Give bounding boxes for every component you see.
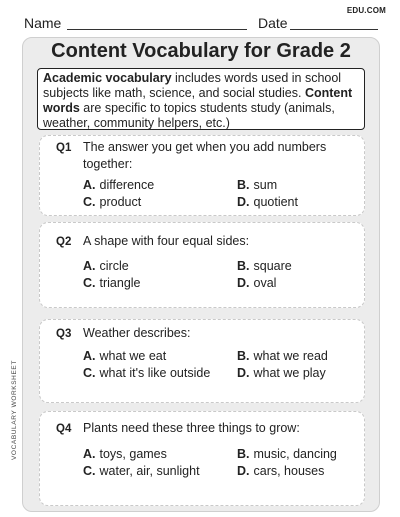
option-c[interactable] bbox=[83, 276, 141, 290]
option-letter: C. bbox=[83, 276, 96, 290]
option-letter: C. bbox=[83, 195, 96, 209]
option-letter: A. bbox=[83, 349, 96, 363]
option-text: music, dancing bbox=[253, 447, 337, 461]
option-letter: A. bbox=[83, 447, 96, 461]
edu-logo: EDU.COM bbox=[346, 6, 386, 15]
question-card-1 bbox=[39, 135, 365, 216]
option-a[interactable] bbox=[83, 447, 167, 461]
option-d[interactable] bbox=[237, 276, 276, 290]
option-d[interactable] bbox=[237, 195, 298, 209]
option-letter: A. bbox=[83, 259, 96, 273]
intro-text-2: are specific to topics students study (animals, weather, community helpers, etc.) bbox=[43, 101, 335, 130]
option-c[interactable] bbox=[83, 366, 210, 380]
option-c[interactable] bbox=[83, 195, 141, 209]
option-text: sum bbox=[253, 178, 278, 192]
option-letter: D. bbox=[237, 195, 250, 209]
question-number: Q3 bbox=[56, 328, 72, 340]
option-text: what we eat bbox=[99, 349, 167, 363]
question-text: A shape with four equal sides: bbox=[83, 234, 250, 248]
option-text: toys, games bbox=[99, 447, 167, 461]
intro-term-content: Content words bbox=[43, 86, 353, 115]
option-letter: C. bbox=[83, 464, 96, 478]
option-b[interactable] bbox=[237, 447, 337, 461]
question-number: Q2 bbox=[56, 236, 72, 248]
intro-term-academic: Academic vocabulary bbox=[43, 71, 172, 85]
question-text: Weather describes: bbox=[83, 326, 191, 340]
page-title: Content Vocabulary for Grade 2 bbox=[51, 40, 351, 62]
intro-text bbox=[43, 71, 361, 131]
option-b[interactable] bbox=[237, 259, 292, 273]
option-text: quotient bbox=[253, 195, 298, 209]
option-text: product bbox=[99, 195, 142, 209]
option-text: square bbox=[253, 259, 292, 273]
name-line bbox=[67, 29, 247, 30]
option-d[interactable] bbox=[237, 366, 326, 380]
option-letter: B. bbox=[237, 349, 250, 363]
question-number: Q4 bbox=[56, 423, 72, 435]
option-letter: A. bbox=[83, 178, 96, 192]
side-label: VOCABULARY WORKSHEET bbox=[11, 360, 18, 460]
option-letter: B. bbox=[237, 178, 250, 192]
name-label: Name bbox=[24, 15, 62, 31]
option-text: water, air, sunlight bbox=[99, 464, 200, 478]
question-text: The answer you get when you add numbers together: bbox=[83, 140, 327, 171]
option-text: difference bbox=[99, 178, 155, 192]
option-text: what we play bbox=[253, 366, 326, 380]
option-a[interactable] bbox=[83, 178, 154, 192]
option-a[interactable] bbox=[83, 349, 166, 363]
option-letter: C. bbox=[83, 366, 96, 380]
question-card-4 bbox=[39, 411, 365, 506]
option-letter: B. bbox=[237, 259, 250, 273]
intro-box bbox=[37, 68, 365, 130]
question-text: Plants need these three things to grow: bbox=[83, 421, 300, 435]
option-b[interactable] bbox=[237, 178, 277, 192]
worksheet-header bbox=[0, 0, 400, 34]
question-card-3 bbox=[39, 319, 365, 403]
option-text: triangle bbox=[99, 276, 141, 290]
option-letter: B. bbox=[237, 447, 250, 461]
worksheet-panel bbox=[22, 37, 380, 512]
option-a[interactable] bbox=[83, 259, 129, 273]
option-letter: D. bbox=[237, 464, 250, 478]
option-text: cars, houses bbox=[253, 464, 325, 478]
option-b[interactable] bbox=[237, 349, 328, 363]
question-card-2 bbox=[39, 222, 365, 308]
option-text: circle bbox=[99, 259, 129, 273]
date-label: Date bbox=[258, 15, 288, 31]
intro-text-1: includes words used in school subjects like math, science, and social studies. bbox=[43, 71, 342, 100]
option-letter: D. bbox=[237, 276, 250, 290]
option-text: oval bbox=[253, 276, 277, 290]
date-line bbox=[290, 29, 378, 30]
option-d[interactable] bbox=[237, 464, 324, 478]
option-letter: D. bbox=[237, 366, 250, 380]
option-text: what it's like outside bbox=[99, 366, 211, 380]
question-number: Q1 bbox=[56, 142, 72, 154]
option-c[interactable] bbox=[83, 464, 200, 478]
option-text: what we read bbox=[253, 349, 328, 363]
